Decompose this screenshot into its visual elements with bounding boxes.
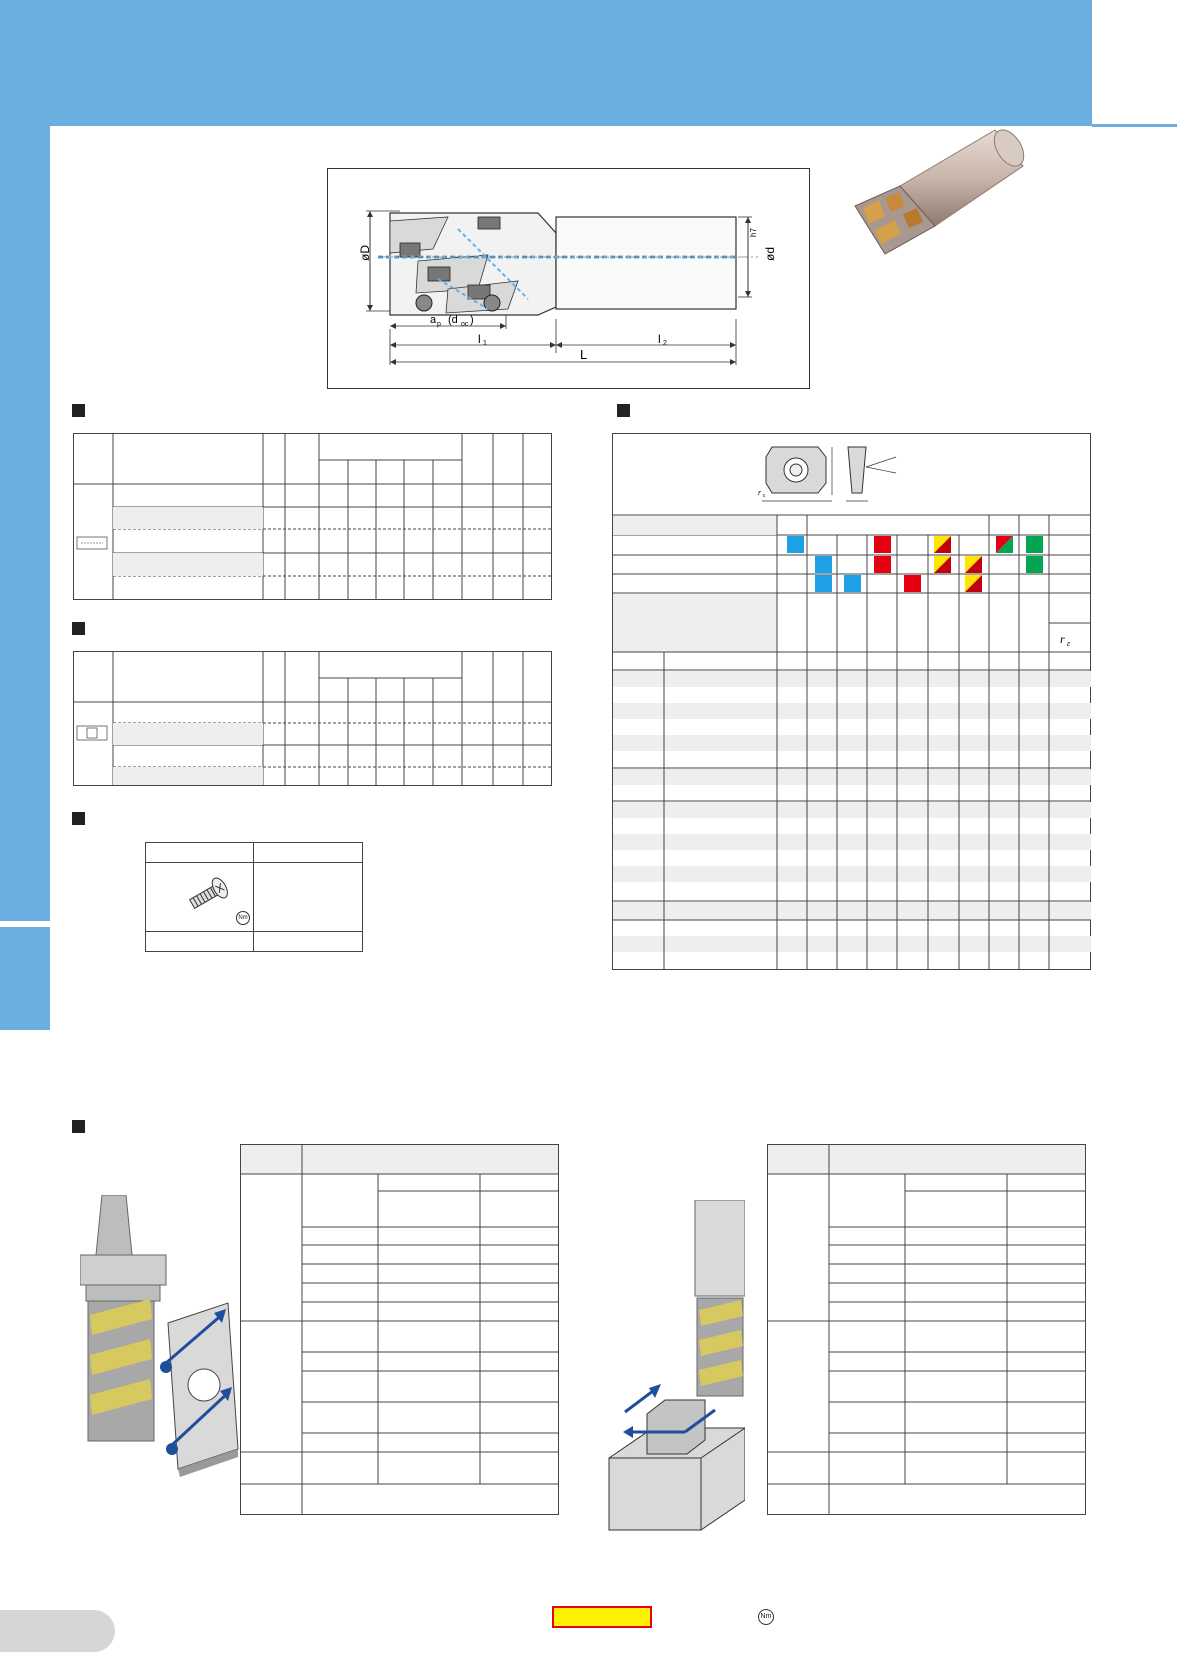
cutter-spec-table-1: [73, 433, 553, 601]
header-r-sub: ε: [1067, 639, 1071, 648]
new-badge: [552, 1606, 652, 1628]
label-l2-sub: 2: [663, 340, 667, 347]
label-d: ød: [763, 246, 777, 261]
section-marker: [72, 404, 85, 417]
cutter-spec-table-2: [73, 651, 553, 787]
label-doc-sub: oc: [461, 321, 469, 328]
side-tab-band: [0, 126, 50, 926]
page-number-tab: [0, 1610, 115, 1652]
screw-table: [145, 842, 363, 952]
header-band: [0, 0, 1092, 126]
section-marker: [72, 1120, 85, 1133]
label-ap-sub: p: [437, 321, 441, 328]
header-rule: [1092, 124, 1177, 127]
label-l2: l: [658, 332, 661, 346]
section-marker: [72, 622, 85, 635]
label-d-tol: h7: [749, 228, 758, 237]
section-marker: [72, 812, 85, 825]
header-r: r: [1060, 632, 1065, 646]
label-L: L: [580, 347, 588, 362]
workpiece-illustration: [605, 1200, 745, 1540]
label-l1: l: [478, 332, 481, 346]
insert-grade-table: [612, 433, 1092, 971]
shank-end-mill-illustration: [80, 1195, 250, 1485]
side-tab-band-lower: [0, 927, 50, 1030]
screw-icon: [176, 873, 236, 919]
tool-drawing: [327, 168, 810, 389]
insert-label-r: r: [758, 488, 762, 497]
cutting-conditions-table-left: [240, 1144, 560, 1516]
label-l1-sub: 1: [483, 340, 487, 347]
label-D: øD: [358, 245, 372, 261]
torque-nm-icon: Nm: [758, 1609, 774, 1625]
cutting-conditions-table-right: [767, 1144, 1087, 1516]
label-doc-close: ): [470, 314, 474, 326]
end-mill-photo: [845, 126, 1030, 266]
torque-nm-icon: Nm: [236, 911, 250, 925]
label-ap: a: [430, 314, 437, 326]
label-doc: (d: [448, 314, 458, 326]
tool-drawing-svg: [328, 169, 811, 390]
insert-label-r-sub: ε: [763, 493, 766, 499]
section-marker: [617, 404, 630, 417]
